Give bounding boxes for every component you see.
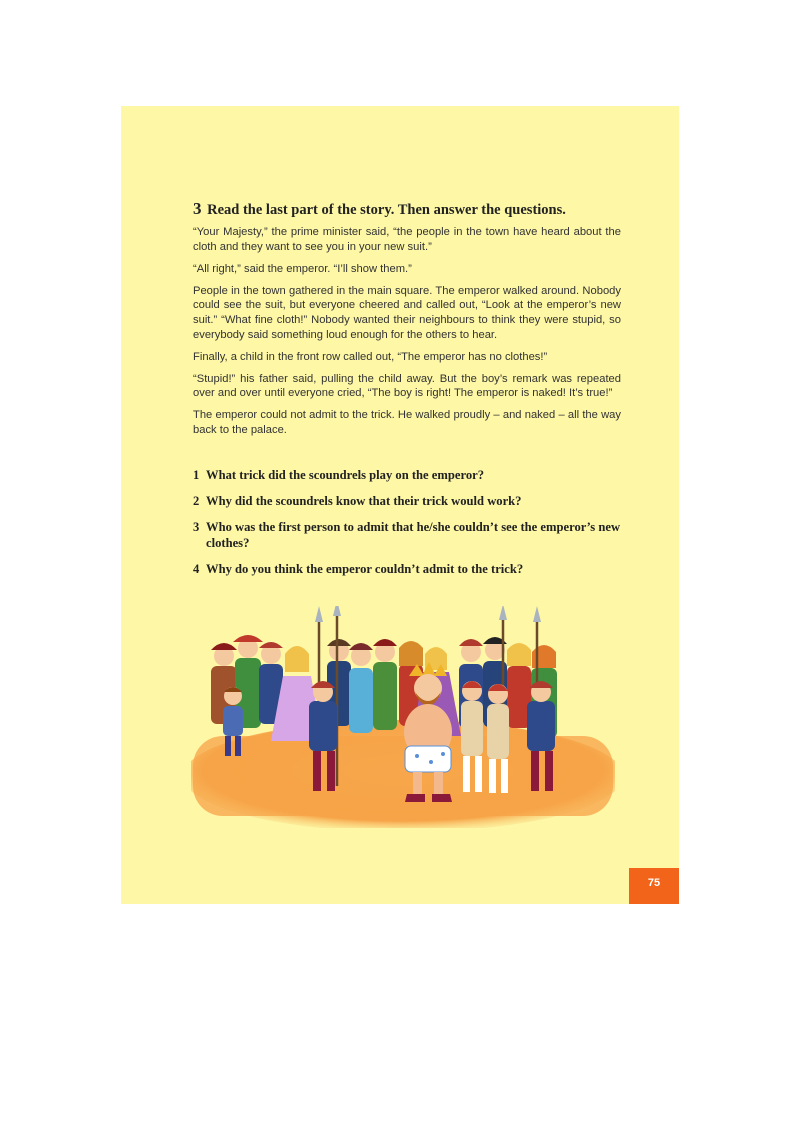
question-number: 1 bbox=[193, 468, 200, 482]
textbook-page bbox=[121, 106, 679, 904]
exercise-instruction: Read the last part of the story. Then answer the questions. bbox=[207, 202, 566, 218]
question-number: 2 bbox=[193, 494, 200, 508]
exercise-number: 3 bbox=[193, 199, 202, 218]
story-text bbox=[193, 225, 621, 445]
question-text: What trick did the scoundrels play on the emperor? bbox=[206, 468, 485, 482]
story-paragraph: Finally, a child in the front row called out, “The emperor has no clothes!” bbox=[193, 350, 548, 363]
question-item bbox=[193, 561, 633, 577]
story-paragraph: “Stupid!” his father said, pulling the child away. But the boy’s remark was repeated over and over until everyone cried, “The boy is right! The emperor is naked! It’s true!” bbox=[193, 372, 621, 400]
question-number: 4 bbox=[193, 562, 200, 576]
question-item bbox=[193, 467, 633, 483]
question-item bbox=[193, 519, 633, 551]
question-text: Who was the first person to admit that he/she couldn’t see the emperor’s new clothes? bbox=[206, 520, 621, 550]
question-list bbox=[193, 467, 633, 587]
page-number: 75 bbox=[629, 868, 679, 904]
exercise-heading bbox=[193, 199, 663, 219]
story-paragraph: The emperor could not admit to the trick. He walked proudly – and naked – all the way back to the palace. bbox=[193, 409, 621, 437]
story-paragraph: People in the town gathered in the main square. The emperor walked around. Nobody could see the suit, but everyone cheered and called out, “Look at the emperor’s new suit.” “What fine cloth!” Nobody wanted their neighbours to think they were stupid, so everybody said something loud enough for the others to hear. bbox=[193, 284, 621, 341]
story-paragraph: “Your Majesty,” the prime minister said, “the people in the town have heard about the cloth and they want to see you in your new suit.” bbox=[193, 226, 621, 253]
question-text: Why do you think the emperor couldn’t admit to the trick? bbox=[206, 562, 524, 576]
emperor-crowd-illustration bbox=[191, 606, 615, 828]
story-paragraph: “All right,” said the emperor. “I’ll show them.” bbox=[193, 262, 412, 275]
question-item bbox=[193, 493, 633, 509]
question-number: 3 bbox=[193, 520, 200, 534]
question-text: Why did the scoundrels know that their trick would work? bbox=[206, 494, 522, 508]
